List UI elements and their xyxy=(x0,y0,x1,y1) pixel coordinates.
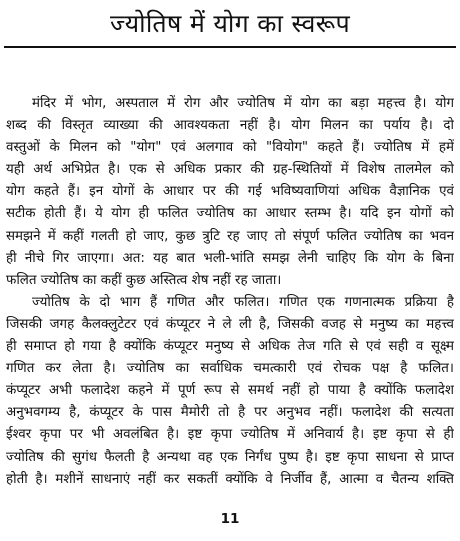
text-line: होती है। मशीनें साधनाएं नहीं कर सकतीं क्योंकि वे निर्जीव हैं, आत्मा व चैतन्य शक्ति xyxy=(6,471,454,487)
text-line: जिसकी जगह कैलक्लुटेटर एवं कंप्यूटर ने ले ली है, जिसकी वजह से मनुष्य का महत्त्व xyxy=(6,316,454,332)
text-line: ईश्वर कृपा पर भी अवलंबित है। इष्ट कृपा ज्योतिष में अनिवार्य है। इष्ट कृपा से ही xyxy=(6,427,454,443)
body-text xyxy=(6,93,454,491)
text-line: ज्योतिष के दो भाग हैं गणित और फलित। गणित एक गणनात्मक प्रक्रिया है xyxy=(32,294,454,310)
text-line: वस्तुओं के मिलन को "योग" एवं अलगाव को "वियोग" कहते हैं। ज्योतिष में हमें xyxy=(6,140,454,156)
text-line: योग कहते हैं। इन योगों के आधार पर की गई भविष्यवाणियां अधिक वैज्ञानिक एवं xyxy=(6,184,454,200)
page-number: 11 xyxy=(220,511,240,527)
text-line: फलित ज्योतिष का कहीं कुछ अस्तित्व शेष नहीं रह जाता। xyxy=(6,272,282,288)
text-line: मंदिर में भोग, अस्पताल में रोग और ज्योतिष में योग का बड़ा महत्त्व है। योग xyxy=(32,96,454,111)
text-line: यही अर्थ अभिप्रेत है। एक से अधिक प्रकार की ग्रह-स्थितियों में विशेष तालमेल को xyxy=(6,162,454,178)
text-line: गणित कर लेता है। ज्योतिष का सर्वाधिक चमत्कारी एवं रोचक पक्ष है फलित। xyxy=(6,361,454,377)
text-line: ही समाप्त हो गया है क्योंकि कंप्यूटर मनुष्य से अधिक तेज गति से एवं सही व सूक्ष्म xyxy=(6,339,454,355)
text-line: समझने में कहीं गलती हो जाए, कुछ त्रुटि रह जाए तो संपूर्ण फलित ज्योतिष का भवन xyxy=(6,228,454,244)
title-underline xyxy=(4,46,456,48)
text-line: ही नीचे गिर जाएगा। अत: यह बात भली-भांति समझ लेनी चाहिए कि योग के बिना xyxy=(6,250,454,266)
text-line: शब्द की विस्तृत व्याख्या की आवश्यकता नहीं है। योग मिलन का पर्याय है। दो xyxy=(6,118,454,134)
text-line: सटीक होती हैं। ये योग ही फलित ज्योतिष का आधार स्तम्भ है। यदि इन योगों को xyxy=(6,206,454,222)
text-line: अनुभवगम्य है, कंप्यूटर के पास मैमोरी तो है पर अनुभव नहीं। फलादेश की सत्यता xyxy=(6,405,454,421)
text-line: ज्योतिष की सुगंध फैलती है अन्यथा वह एक निर्गंध पुष्प है। इष्ट कृपा साधना से प्राप्त xyxy=(6,449,454,465)
chapter-title: ज्योतिष में योग का स्वरूप xyxy=(110,9,350,38)
text-line: कंप्यूटर अभी फलादेश कहने में पूर्ण रूप से समर्थ नहीं हो पाया है क्योंकि फलादेश xyxy=(6,383,454,399)
